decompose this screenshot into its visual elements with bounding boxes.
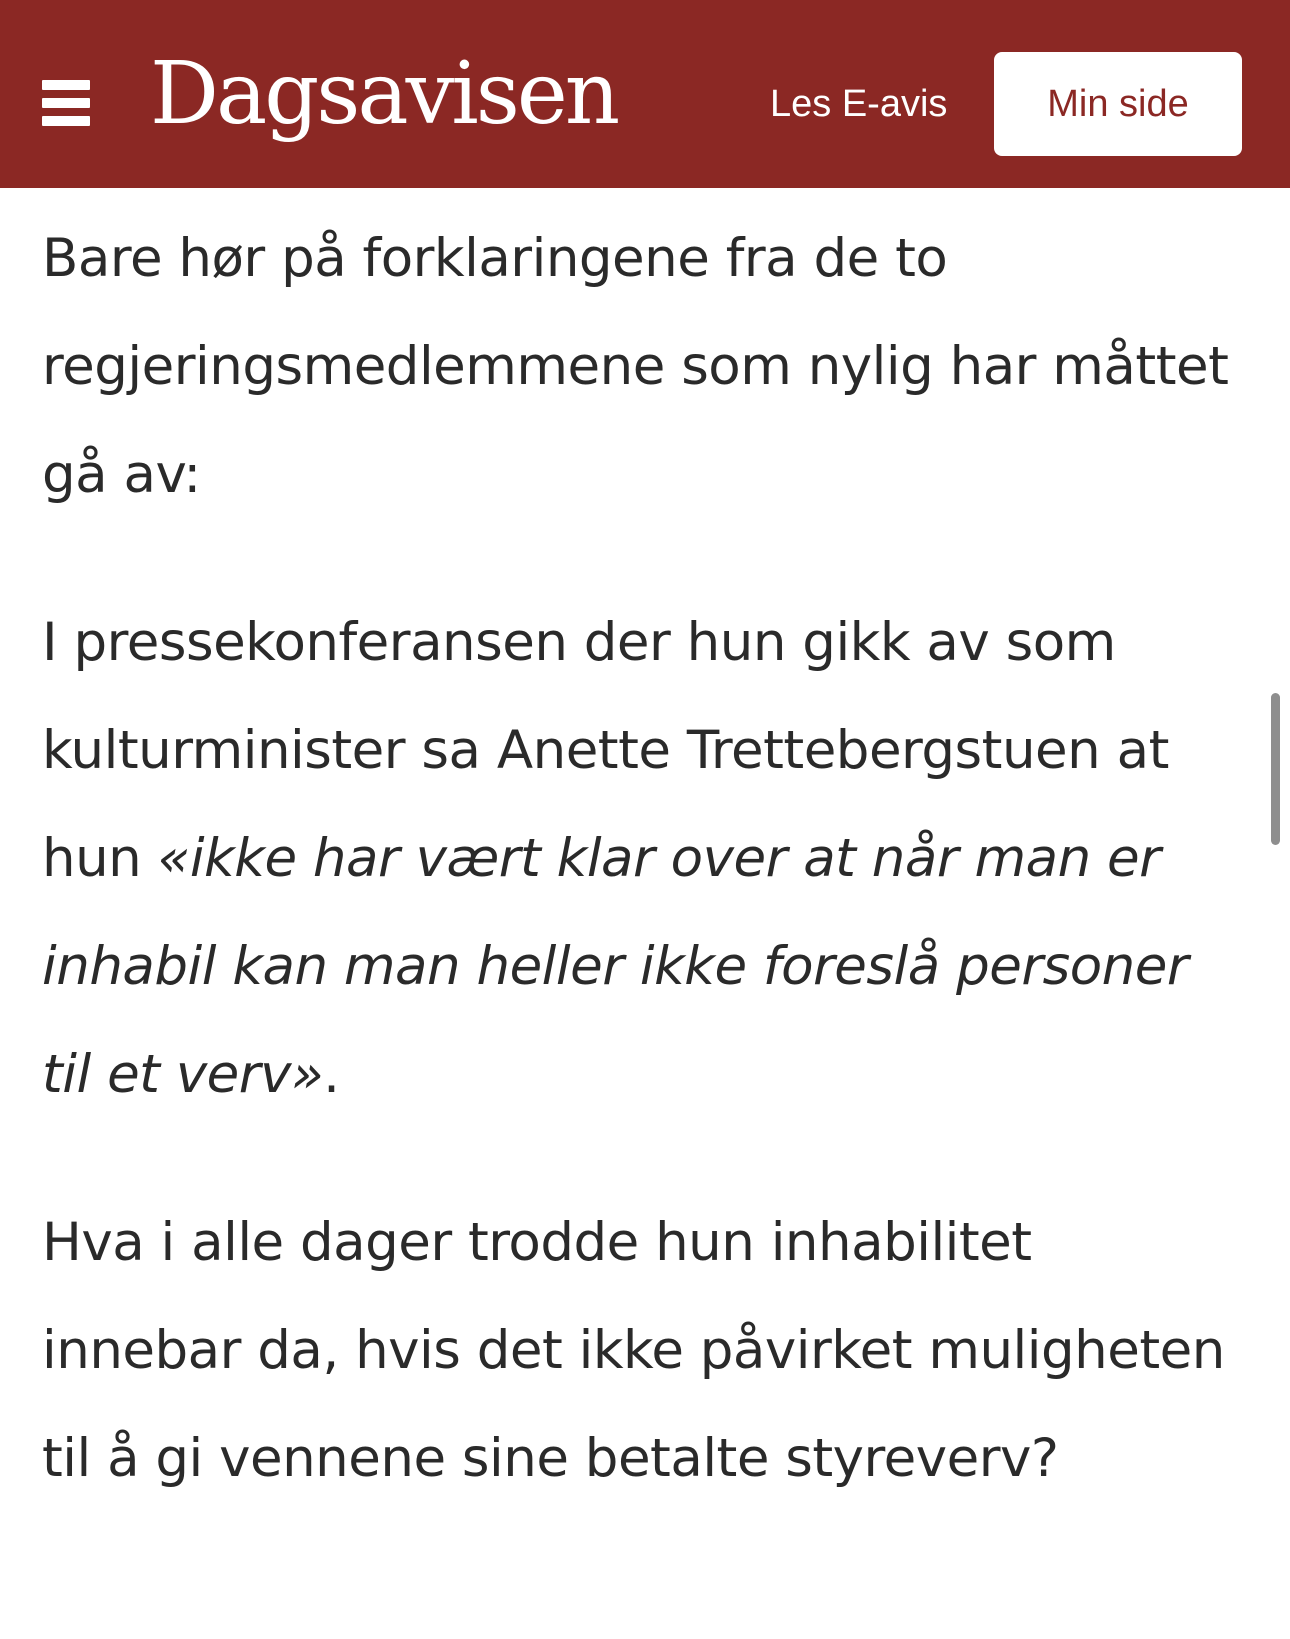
my-page-button[interactable]: Min side	[994, 52, 1242, 156]
site-header	[0, 0, 1290, 188]
paragraph-text-end: .	[323, 1044, 340, 1105]
menu-bar-bottom	[42, 116, 90, 126]
site-logo[interactable]: Dagsavisen	[150, 44, 618, 144]
article-paragraph: Hva i alle dager trodde hun inhabilitet innebar da, hvis det ikke påvirket muligheten til å gi vennene sine betalte styreverv?	[42, 1212, 1225, 1489]
menu-bar-top	[42, 80, 90, 90]
read-e-paper-link[interactable]: Les E-avis	[770, 83, 948, 125]
paragraph-text: I pressekonferansen der hun gikk av som kulturminister sa Anette Trettebergstuen at hun	[42, 612, 1169, 889]
article-paragraph	[42, 589, 1242, 1129]
hamburger-menu-icon[interactable]	[42, 80, 90, 126]
quote-text: «ikke har vært klar over at når man er inhabil kan man heller ikke foreslå personer til et verv»	[42, 828, 1189, 1105]
article-body	[42, 205, 1242, 1573]
menu-bar-middle	[42, 98, 90, 108]
article-paragraph: Bare hør på forklaringene fra de to regjeringsmedlemmene som nylig har måttet gå av:	[42, 228, 1229, 505]
scrollbar[interactable]	[1271, 693, 1280, 845]
